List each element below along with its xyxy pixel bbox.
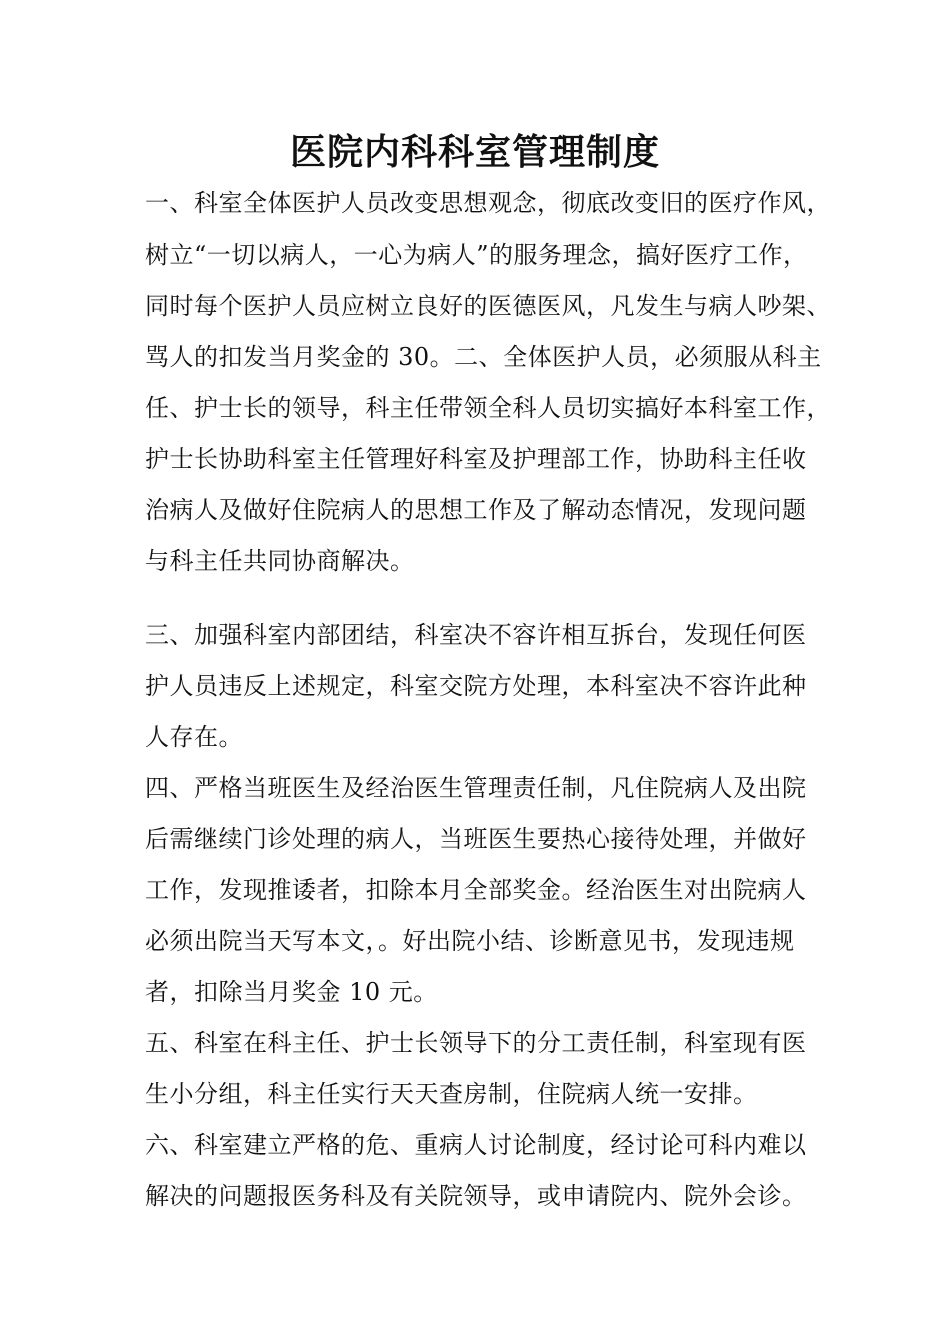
text-line: 工作，发现推诿者，扣除本月全部奖金。经治医生对出院病人 bbox=[145, 876, 807, 904]
document-title: 医院内科科室管理制度 bbox=[289, 131, 660, 173]
text-line: 人存在。 bbox=[145, 723, 243, 751]
text-line: 与科主任共同协商解决。 bbox=[145, 547, 415, 575]
text-line: 骂人的扣发当月奖金的 30。二、全体医护人员，必须服从科主 bbox=[145, 343, 822, 371]
text-line: 后需继续门诊处理的病人，当班医生要热心接待处理，并做好 bbox=[145, 825, 807, 853]
text-line: 解决的问题报医务科及有关院领导，或申请院内、院外会诊。 bbox=[145, 1182, 807, 1210]
text-line: 同时每个医护人员应树立良好的医德医风，凡发生与病人吵架、 bbox=[145, 292, 831, 320]
text-line: 护士长协助科室主任管理好科室及护理部工作，协助科主任收 bbox=[145, 445, 807, 473]
text-line: 者，扣除当月奖金 10 元。 bbox=[145, 978, 438, 1006]
text-line: 五、科室在科主任、护士长领导下的分工责任制，科室现有医 bbox=[145, 1029, 807, 1057]
text-line: 六、科室建立严格的危、重病人讨论制度，经讨论可科内难以 bbox=[145, 1131, 807, 1159]
text-line: 护人员违反上述规定，科室交院方处理，本科室决不容许此种 bbox=[145, 672, 807, 700]
text-line: 必须出院当天写本文，。好出院小结、诊断意见书，发现违规 bbox=[145, 927, 795, 955]
text-line: 四、严格当班医生及经治医生管理责任制，凡住院病人及出院 bbox=[145, 774, 807, 802]
text-line: 三、加强科室内部团结，科室决不容许相互拆台，发现任何医 bbox=[145, 621, 807, 649]
text-line: 治病人及做好住院病人的思想工作及了解动态情况，发现问题 bbox=[145, 496, 807, 524]
text-line: 生小分组，科主任实行天天查房制，住院病人统一安排。 bbox=[145, 1080, 758, 1108]
text-line: 树立“一切以病人，一心为病人”的服务理念，搞好医疗工作， bbox=[145, 241, 808, 269]
text-line: 一、科室全体医护人员改变思想观念，彻底改变旧的医疗作风， bbox=[145, 189, 831, 217]
text-line: 任、护士长的领导，科主任带领全科人员切实搞好本科室工作， bbox=[145, 394, 831, 422]
